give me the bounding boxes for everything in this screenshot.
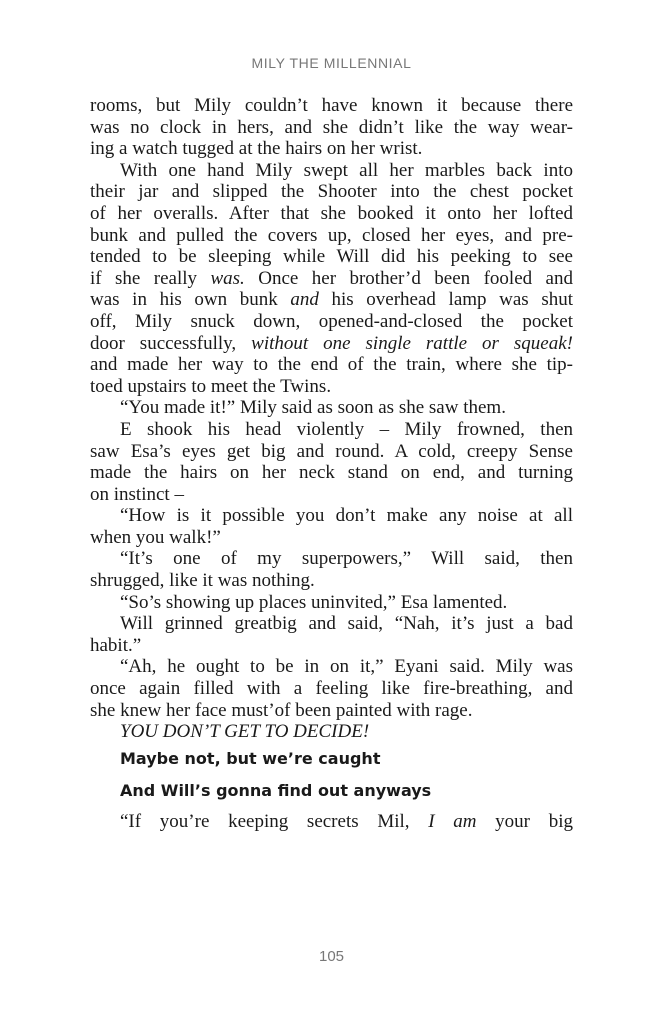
text-line: Will grinned greatbig and said, “Nah, it’s just a bad xyxy=(120,613,573,635)
text-line xyxy=(90,289,573,311)
page-number: 105 xyxy=(318,948,345,965)
text-line: tended to be sleeping while Will did his peeking to see xyxy=(90,246,573,268)
italic-span: I am xyxy=(428,810,477,832)
text-span: if she really xyxy=(90,267,211,289)
text-line: E shook his head violently – Mily frowned, then xyxy=(120,418,573,440)
text-line: “Ah, he ought to be in on it,” Eyani said. Mily was xyxy=(120,656,573,678)
text-line: rooms, but Mily couldn’t have known it because there xyxy=(90,95,573,116)
text-line: “So’s showing up places uninvited,” Esa lamented. xyxy=(120,591,508,613)
text-span: “If you’re keeping secrets Mil, xyxy=(120,810,429,832)
text-line: bunk and pulled the covers up, closed her eyes, and pre- xyxy=(90,224,573,246)
text-line: “How is it possible you don’t make any noise at all xyxy=(120,505,573,527)
text-span: Once her brother’d been fooled and xyxy=(244,267,573,289)
telepathy-lines xyxy=(90,743,573,807)
text-line: “It’s one of my superpowers,” Will said, then xyxy=(120,548,573,570)
text-line: she knew her face must’of been painted with rage. xyxy=(90,699,473,721)
body-text xyxy=(90,95,573,832)
text-span: your big xyxy=(476,810,573,832)
telepathy-line: Maybe not, but we’re caught xyxy=(120,748,381,768)
text-line: “You made it!” Mily said as soon as she saw them. xyxy=(120,397,506,419)
italic-span: and xyxy=(290,289,319,311)
text-line xyxy=(90,268,573,290)
text-line: on instinct – xyxy=(90,483,184,505)
text-line: was no clock in hers, and she didn’t like the way wear- xyxy=(90,116,573,138)
text-line: off, Mily snuck down, opened-and-closed the pocket xyxy=(90,310,573,332)
text-line: ing a watch tugged at the hairs on her wrist. xyxy=(90,138,423,160)
text-line: saw Esa’s eyes get big and round. A cold, creepy Sense xyxy=(90,440,573,462)
text-line: and made her way to the end of the train, where she tip- xyxy=(90,354,573,376)
text-line: when you walk!” xyxy=(90,526,221,548)
text-line: shrugged, like it was nothing. xyxy=(90,570,315,592)
text-line: their jar and slipped the Shooter into the chest pocket xyxy=(90,181,573,203)
telepathy-line: And Will’s gonna find out anyways xyxy=(120,780,432,800)
text-line xyxy=(90,811,573,833)
closing-line xyxy=(90,811,573,833)
text-span: his overhead lamp was shut xyxy=(318,289,573,311)
text-line xyxy=(90,333,573,355)
text-line: once again filled with a feeling like fire-breathing, and xyxy=(90,678,573,700)
text-line xyxy=(90,721,573,743)
text-line: of her overalls. After that she booked it onto her lofted xyxy=(90,202,573,224)
text-line: habit.” xyxy=(90,634,142,656)
italic-span: YOU DON’T GET TO DECIDE! xyxy=(120,721,370,743)
running-head: MILY THE MILLENNIAL xyxy=(251,55,412,71)
paragraph-lines xyxy=(90,95,573,743)
text-span: was in his own bunk xyxy=(90,289,291,311)
text-line: made the hairs on her neck stand on end, and turning xyxy=(90,462,573,484)
text-span: door successfully, xyxy=(90,332,252,354)
text-line: With one hand Mily swept all her marbles back into xyxy=(120,159,573,181)
italic-span: was. xyxy=(210,267,245,289)
italic-span: without one single rattle or squeak! xyxy=(251,332,573,354)
text-line: toed upstairs to meet the Twins. xyxy=(90,375,332,397)
